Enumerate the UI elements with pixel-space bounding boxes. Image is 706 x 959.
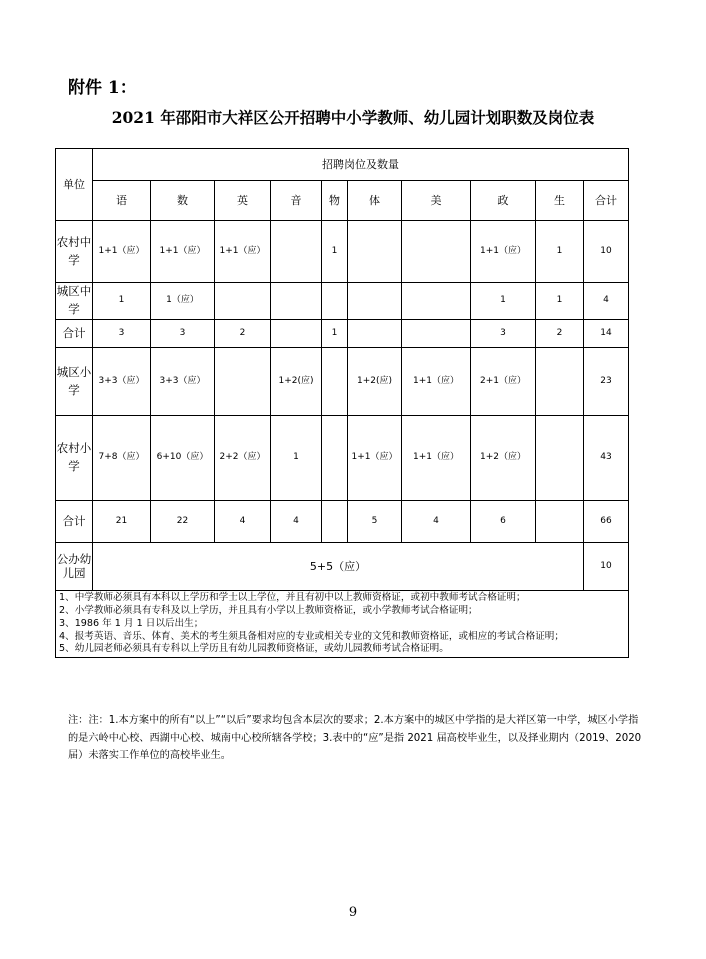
footnote: 注：注：1.本方案中的所有“以上”“以后”要求均包含本层次的要求；2.本方案中的城区中学指的是大祥区第一中学，城区小学指的是六岭中心校、西湖中心校、城南中心校所辖各学校；3.表中的“应”是指 2021 届高校毕业生，以及择业期内（2019、2020 届）未落实工作单位的高校毕业生。 bbox=[68, 715, 642, 762]
table-cell: 1 bbox=[471, 283, 536, 320]
table-cell bbox=[322, 348, 348, 416]
subject-header: 政 bbox=[471, 181, 536, 221]
table-cell: 1+1（应） bbox=[151, 221, 215, 283]
table-cell bbox=[348, 221, 402, 283]
table-cell: 2+2（应） bbox=[215, 416, 271, 501]
row-total-cell: 43 bbox=[584, 416, 629, 501]
row-total-cell: 10 bbox=[584, 543, 629, 591]
table-cell: 3+3（应） bbox=[93, 348, 151, 416]
table-cell: 4 bbox=[215, 501, 271, 543]
table-cell: 1+1（应） bbox=[215, 221, 271, 283]
row-label: 合计 bbox=[56, 320, 93, 348]
table-row bbox=[56, 501, 629, 543]
table-cell: 1 bbox=[322, 221, 348, 283]
row-total-cell: 66 bbox=[584, 501, 629, 543]
table-cell bbox=[402, 283, 471, 320]
subject-header-row bbox=[56, 181, 629, 221]
table-cell: 1+2(应) bbox=[348, 348, 402, 416]
row-total-cell: 23 bbox=[584, 348, 629, 416]
table-row bbox=[56, 320, 629, 348]
row-label: 公办幼儿园 bbox=[56, 543, 93, 591]
row-total-cell: 4 bbox=[584, 283, 629, 320]
row-total-cell: 10 bbox=[584, 221, 629, 283]
row-label: 城区中学 bbox=[56, 283, 93, 320]
table-cell: 1 bbox=[536, 221, 584, 283]
row-total-cell: 14 bbox=[584, 320, 629, 348]
kindergarten-row bbox=[56, 543, 629, 591]
subject-header: 生 bbox=[536, 181, 584, 221]
table-cell bbox=[215, 283, 271, 320]
table-cell bbox=[271, 221, 322, 283]
table-cell: 1+1（应） bbox=[402, 416, 471, 501]
table-cell: 5 bbox=[348, 501, 402, 543]
table-cell bbox=[271, 320, 322, 348]
table-cell: 6 bbox=[471, 501, 536, 543]
subject-header: 音 bbox=[271, 181, 322, 221]
subject-header: 体 bbox=[348, 181, 402, 221]
table-cell: 3+3（应） bbox=[151, 348, 215, 416]
table-cell: 2+1（应） bbox=[471, 348, 536, 416]
positions-group-header: 招聘岗位及数量 bbox=[93, 149, 629, 181]
document-title: 2021 年邵阳市大祥区公开招聘中小学教师、幼儿园计划职数及岗位表 bbox=[111, 108, 595, 127]
subject-header: 数 bbox=[151, 181, 215, 221]
table-cell: 4 bbox=[271, 501, 322, 543]
table-cell: 21 bbox=[93, 501, 151, 543]
row-label: 农村中学 bbox=[56, 221, 93, 283]
recruitment-table bbox=[55, 148, 629, 658]
table-cell bbox=[402, 320, 471, 348]
row-label: 农村小学 bbox=[56, 416, 93, 501]
requirements-notes bbox=[56, 591, 629, 658]
row-label: 城区小学 bbox=[56, 348, 93, 416]
table-cell: 2 bbox=[536, 320, 584, 348]
kindergarten-value-cell: 5+5（应） bbox=[93, 543, 584, 591]
requirement-item: 1、中学教师必须具有本科以上学历和学士以上学位，并且有初中以上教师资格证，或初中教师考试合格证明； bbox=[59, 592, 526, 603]
table-cell: 1+1（应） bbox=[93, 221, 151, 283]
table-cell: 1+2(应) bbox=[271, 348, 322, 416]
table-cell bbox=[215, 348, 271, 416]
table-cell: 1+1（应） bbox=[402, 348, 471, 416]
table-cell: 4 bbox=[402, 501, 471, 543]
table-cell: 1 bbox=[536, 283, 584, 320]
requirement-item: 3、1986 年 1 月 1 日以后出生； bbox=[59, 617, 204, 629]
table-cell: 1+1（应） bbox=[348, 416, 402, 501]
table-cell: 3 bbox=[471, 320, 536, 348]
table-cell: 1 bbox=[93, 283, 151, 320]
subject-header: 英 bbox=[215, 181, 271, 221]
table-cell bbox=[322, 501, 348, 543]
table-cell bbox=[402, 221, 471, 283]
table-cell bbox=[322, 283, 348, 320]
subject-header: 美 bbox=[402, 181, 471, 221]
subject-header: 语 bbox=[93, 181, 151, 221]
subject-header: 物 bbox=[322, 181, 348, 221]
table-cell bbox=[271, 283, 322, 320]
table-cell bbox=[348, 320, 402, 348]
table-cell: 22 bbox=[151, 501, 215, 543]
subject-header: 合计 bbox=[584, 181, 629, 221]
table-cell bbox=[536, 416, 584, 501]
table-row bbox=[56, 283, 629, 320]
table-cell: 3 bbox=[93, 320, 151, 348]
table-row bbox=[56, 348, 629, 416]
requirement-item: 4、报考英语、音乐、体育、美术的考生须具备相对应的专业或相关专业的文凭和教师资格证，或相应的考试合格证明； bbox=[59, 630, 564, 642]
table-cell bbox=[322, 416, 348, 501]
requirement-item: 5、幼儿园老师必须具有专科以上学历且有幼儿园教师资格证，或幼儿园教师考试合格证明。 bbox=[59, 643, 449, 655]
unit-header: 单位 bbox=[56, 149, 93, 221]
row-label: 合计 bbox=[56, 501, 93, 543]
table-cell: 7+8（应） bbox=[93, 416, 151, 501]
requirement-item: 2、小学教师必须具有专科及以上学历，并且具有小学以上教师资格证，或小学教师考试合格证明； bbox=[59, 604, 478, 616]
table-cell: 1 bbox=[271, 416, 322, 501]
requirements-row bbox=[56, 591, 629, 658]
table-cell: 1 bbox=[322, 320, 348, 348]
table-cell: 1+2（应） bbox=[471, 416, 536, 501]
table-row bbox=[56, 221, 629, 283]
table-cell: 6+10（应） bbox=[151, 416, 215, 501]
table-cell bbox=[536, 348, 584, 416]
table-cell: 3 bbox=[151, 320, 215, 348]
table-cell: 2 bbox=[215, 320, 271, 348]
page-number: 9 bbox=[348, 905, 358, 920]
table-row bbox=[56, 416, 629, 501]
table-cell bbox=[536, 501, 584, 543]
table-cell: 1（应） bbox=[151, 283, 215, 320]
table-cell: 1+1（应） bbox=[471, 221, 536, 283]
attachment-label: 附件 1： bbox=[68, 78, 137, 98]
table-cell bbox=[348, 283, 402, 320]
